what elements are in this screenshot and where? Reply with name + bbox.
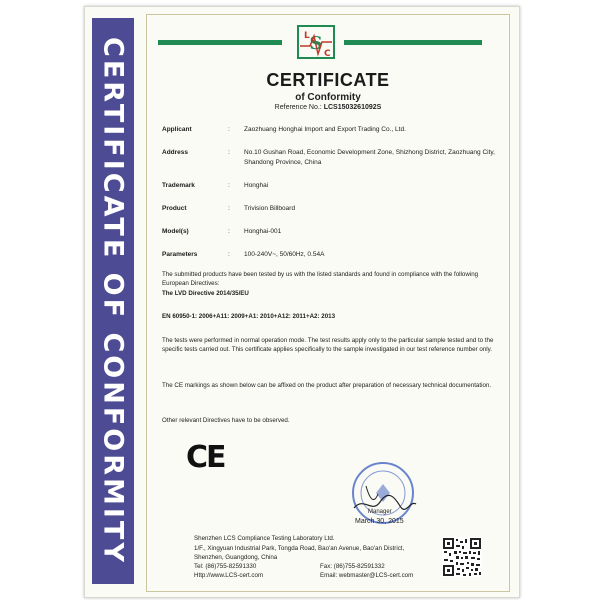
field-label: Address [162, 149, 189, 156]
standard-statement: EN 60950-1: 2006+A11: 2009+A1: 2010+A12: 2011+A2: 2013 [162, 313, 336, 320]
directive-statement: The LVD Directive 2014/35/EU [162, 290, 249, 297]
lab-address-line-1: 1/F., Xingyuan Industrial Park, Tongda Road, Bao'an Avenue, Bao'an District, [194, 545, 405, 552]
field-value: Zaozhuang Honghai Import and Export Trading Co., Ltd. [244, 126, 406, 133]
svg-text:L: L [304, 31, 310, 41]
lab-name: Shenzhen LCS Compliance Testing Laboratory Ltd. [194, 535, 335, 542]
tests-note: The tests were performed in normal operation mode. The test results apply only to the particular sample tested and to the specific tests carried out. This certificate applies specifically to the sample investigated in our test reference number only. [162, 337, 494, 353]
lab-fax: Fax: (86)755-82591332 [320, 563, 385, 570]
reference-number [146, 104, 510, 111]
other-directives-note: Other relevant Directives have to be observed. [162, 417, 290, 424]
field-label: Applicant [162, 126, 192, 133]
svg-text:S: S [309, 33, 323, 54]
qr-code-icon [442, 537, 482, 577]
field-colon: : [228, 205, 230, 212]
header-bar-left [158, 40, 282, 45]
ce-note: The CE markings as shown below can be affixed on the product after preparation of necessary technical documentation. [162, 382, 492, 389]
side-banner-text: CERTIFICATE OF CONFORMITY [97, 37, 129, 565]
field-value: Honghai [244, 182, 269, 189]
lcs-logo-icon [296, 24, 336, 60]
field-value: Trivision Billboard [244, 205, 296, 212]
certificate-subtitle: of Conformity [295, 92, 361, 103]
side-banner [92, 18, 134, 584]
field-value: Honghai-001 [244, 228, 282, 235]
lab-address-line-2: Shenzhen, Guangdong, China [194, 554, 278, 561]
field-label: Product [162, 205, 187, 212]
reference-value: LCS1503261092S [323, 104, 382, 111]
field-value: No.10 Gushan Road, Economic Development Zone, Shizhong District, Zaozhuang City, Shandong Province, China [244, 149, 495, 166]
field-value: 100-240V~, 50/60Hz, 0.54A [244, 251, 325, 258]
field-colon: : [228, 149, 230, 156]
svg-text:C: C [324, 49, 331, 59]
ce-mark: CE [186, 440, 225, 475]
certificate-title: CERTIFICATE [266, 70, 390, 90]
reference-label: Reference No.: [274, 104, 322, 111]
lab-tel: Tel: (86)755-82591330 [194, 563, 257, 570]
field-label: Trademark [162, 182, 195, 189]
tested-statement: The submitted products have been tested by us with the listed standards and found in compliance with the following European Directives: [162, 271, 479, 287]
field-colon: : [228, 251, 230, 258]
lab-email: Email: webmaster@LCS-cert.com [320, 572, 414, 579]
field-colon: : [228, 228, 230, 235]
field-colon: : [228, 126, 230, 133]
signatory-title: Manager [368, 509, 392, 515]
field-label: Parameters [162, 251, 198, 258]
lab-website: Http://www.LCS-cert.com [194, 572, 264, 579]
field-label: Model(s) [162, 228, 189, 235]
field-colon: : [228, 182, 230, 189]
signature-date: March 30, 2015 [355, 518, 404, 525]
header-bar-right [344, 40, 482, 45]
